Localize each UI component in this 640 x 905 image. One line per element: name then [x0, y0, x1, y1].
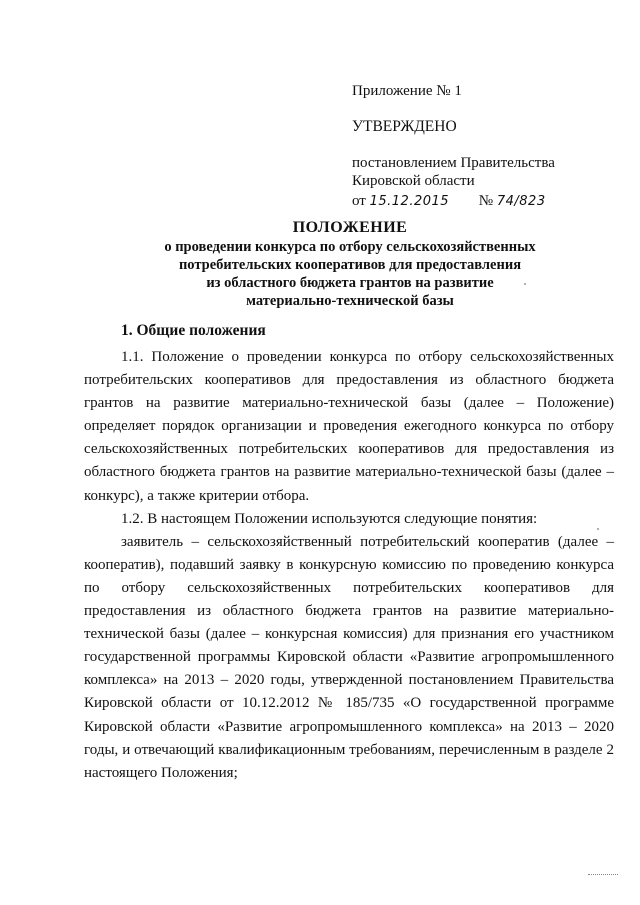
annex-label: Приложение № 1 — [352, 83, 462, 99]
scan-speck — [597, 528, 599, 530]
document-title-block — [80, 218, 620, 310]
scan-speck — [524, 283, 526, 285]
approved-by-line-2: Кировской области — [352, 173, 475, 189]
paragraph-1-2: 1.2. В настоящем Положении используются следующие понятия: — [121, 510, 538, 527]
document-title: ПОЛОЖЕНИЕ — [292, 219, 408, 236]
section-heading: 1. Общие положения — [121, 322, 266, 339]
scan-artifact-line — [588, 874, 618, 875]
approved-stamp: УТВЕРЖДЕНО — [352, 118, 457, 135]
from-label: от — [352, 193, 366, 209]
decree-date-number — [352, 192, 612, 211]
approval-block — [352, 82, 612, 211]
document-subtitle: о проведении конкурса по отбору сельскохозяйственных потребительских кооперативов для предоставления из областного бюджета грантов на развитие материально-технической базы — [164, 239, 536, 309]
paragraph-1-1: 1.1. Положение о проведении конкурса по отбору сельскохозяйственных потребительских кооперативов для предоставления из областного бюджета грантов на развитие материально-технической базы (далее – Положение) определяет порядок организации и проведения ежегодного конкурса по отбору сельскохозяйственных потребительских кооперативов для предоставления из областного бюджета грантов на развитие материально-технической базы (далее – конкурс), а также критерии отбора. — [84, 349, 614, 504]
paragraph-definition-applicant: заявитель – сельскохозяйственный потребительский кооператив (далее – кооператив), подавший заявку в конкурсную комиссию по проведению конкурса по отбору сельскохозяйственных потребительских кооперативов для предоставления из областного бюджета грантов на развитие материально-технической базы (далее – конкурсная комиссия) для признания его участником государственной программы Кировской области «Развитие агропромышленного комплекса» на 2013 – 2020 годы, утвержденной постановлением Правительства Кировской области от 10.12.2012 № 185/735 «О государственной программе Кировской области «Развитие агропромышленного комплекса» на 2013 – 2020 годы, и отвечающий квалификационным требованиям, перечисленным в разделе 2 настоящего Положения; — [84, 533, 614, 781]
handwritten-date: 15.12.2015 — [369, 194, 450, 209]
document-body — [84, 346, 614, 785]
handwritten-number: 74/823 — [496, 194, 546, 209]
approved-by-line-1: постановлением Правительства — [352, 155, 555, 171]
number-label: № — [478, 193, 494, 209]
